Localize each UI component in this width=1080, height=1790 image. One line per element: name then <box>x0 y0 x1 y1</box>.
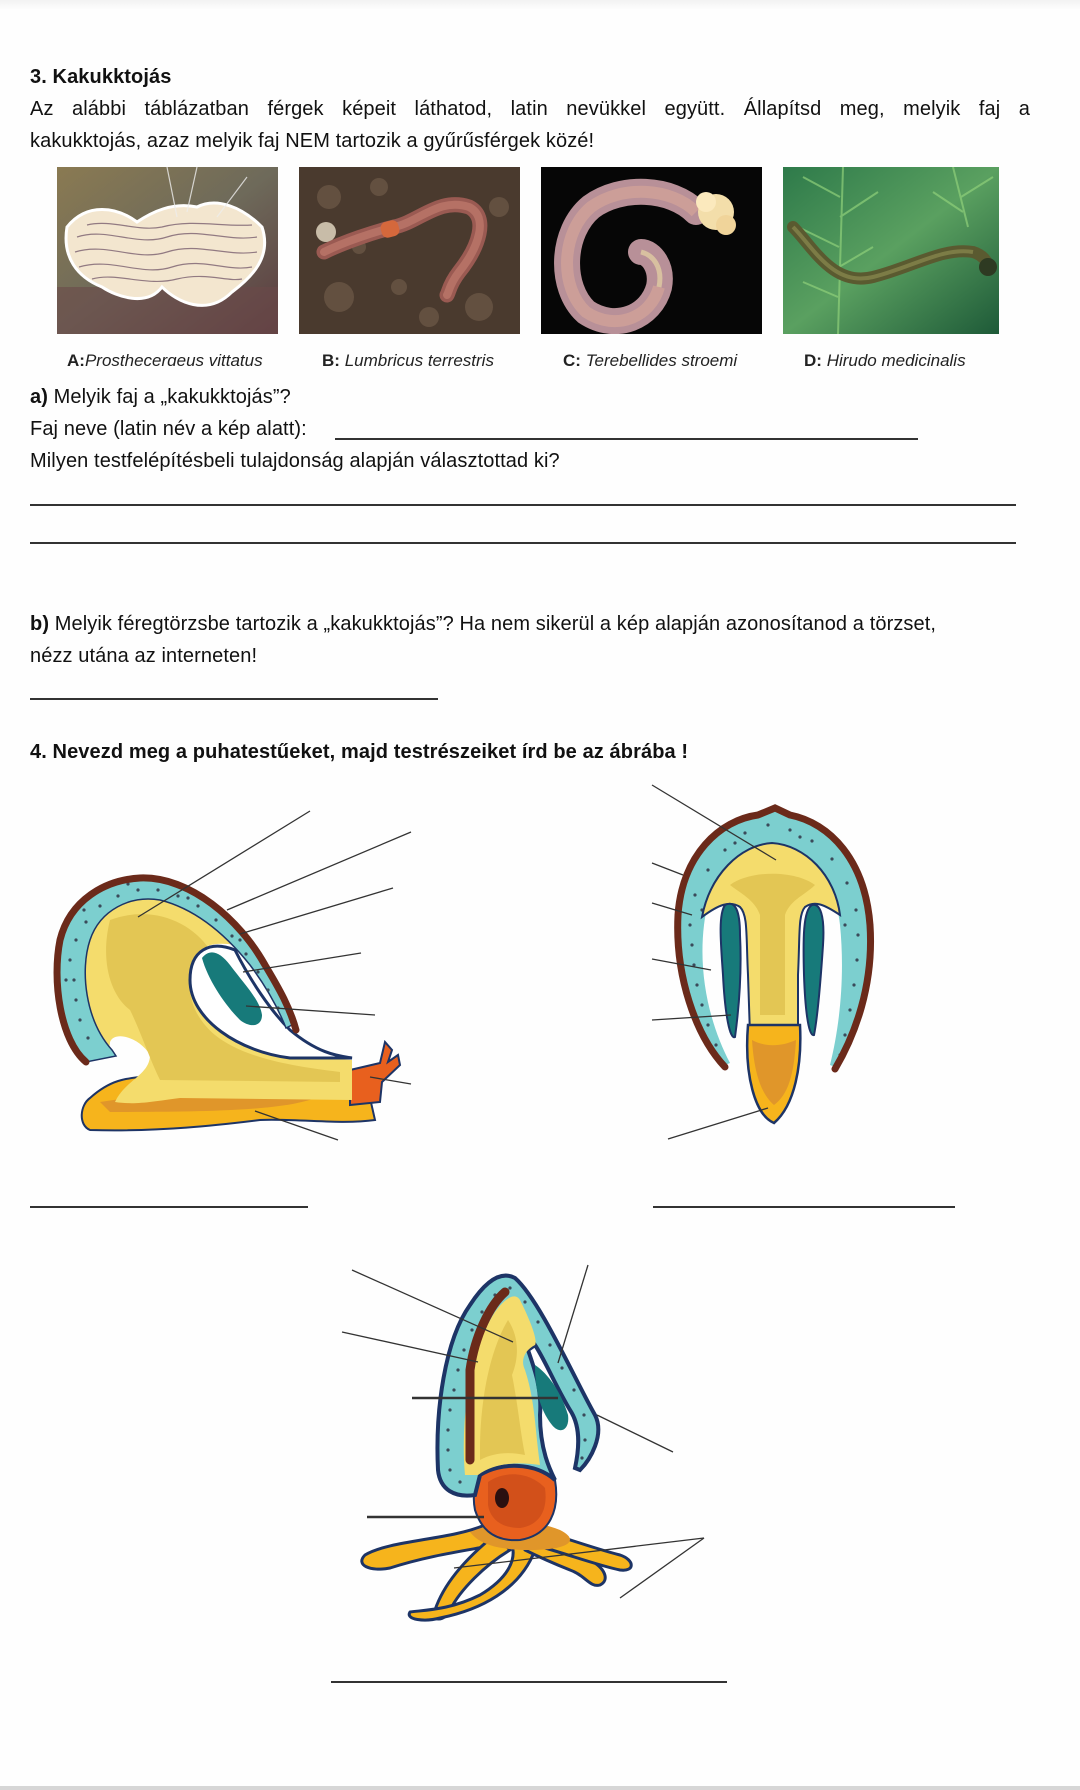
squid-diagram <box>330 1250 720 1640</box>
caption-c-name: Terebellides stroemi <box>585 351 738 370</box>
caption-a-letter: A: <box>67 351 85 370</box>
snail-head <box>350 1042 400 1105</box>
species-name-prompt: Faj neve (latin név a kép alatt): <box>30 418 307 440</box>
caption-b-name: Lumbricus terrestris <box>344 351 494 370</box>
question-b-line2: nézz utána az interneten! <box>30 645 258 667</box>
species-name-answer-line[interactable] <box>335 438 918 440</box>
caption-b <box>322 350 494 372</box>
bivalve-foot <box>747 1025 800 1123</box>
caption-d-name: Hirudo medicinalis <box>826 351 966 370</box>
caption-d <box>804 350 966 372</box>
caption-a <box>67 350 263 372</box>
squid-eye <box>495 1488 509 1508</box>
snail-diagram <box>40 780 420 1150</box>
snail-name-answer-line[interactable] <box>30 1206 308 1208</box>
bivalve-diagram <box>640 775 900 1145</box>
caption-d-letter: D: <box>804 351 822 370</box>
earthworm-photo <box>299 167 520 334</box>
caption-b-letter: B: <box>322 351 340 370</box>
marine-worm-photo <box>541 167 762 334</box>
question-a <box>30 384 291 410</box>
phylum-answer-line[interactable] <box>30 698 438 700</box>
page-bottom-edge <box>0 1786 1080 1790</box>
squid-name-answer-line[interactable] <box>331 1681 727 1683</box>
question-b-line1 <box>30 611 936 637</box>
caption-a-name: Prosthecerɑeus vittatus <box>84 351 263 370</box>
caption-c-letter: C: <box>563 351 581 370</box>
reason-answer-line-2[interactable] <box>30 542 1016 544</box>
top-shade <box>0 0 1080 10</box>
task4-title: 4. Nevezd meg a puhatestűeket, majd testrészeiket írd be az ábrába ! <box>30 741 689 763</box>
caption-c <box>563 350 737 372</box>
task3-intro-line2: kakukktojás, azaz melyik faj NEM tartozik a gyűrűsférgek közé! <box>30 130 595 152</box>
question-b-label: b) <box>30 613 50 635</box>
flatworm-photo <box>57 167 278 334</box>
reason-answer-line-1[interactable] <box>30 504 1016 506</box>
task3-title: 3. Kakukktojás <box>30 66 172 88</box>
question-b-text: Melyik féregtörzsbe tartozik a „kakukktojás”? Ha nem sikerül a kép alapján azonosítanod a törzset, <box>49 613 937 635</box>
bivalve-name-answer-line[interactable] <box>653 1206 955 1208</box>
reason-prompt: Milyen testfelépítésbeli tulajdonság alapján választottad ki? <box>30 450 560 472</box>
squid-head <box>474 1464 556 1540</box>
question-a-text: Melyik faj a „kakukktojás”? <box>47 386 291 408</box>
leech-photo <box>783 167 999 334</box>
task3-intro-line1: Az alábbi táblázatban férgek képeit láthatod, latin nevükkel együtt. Állapítsd meg, melyik faj a <box>30 98 1030 120</box>
question-a-label: a) <box>30 386 48 408</box>
